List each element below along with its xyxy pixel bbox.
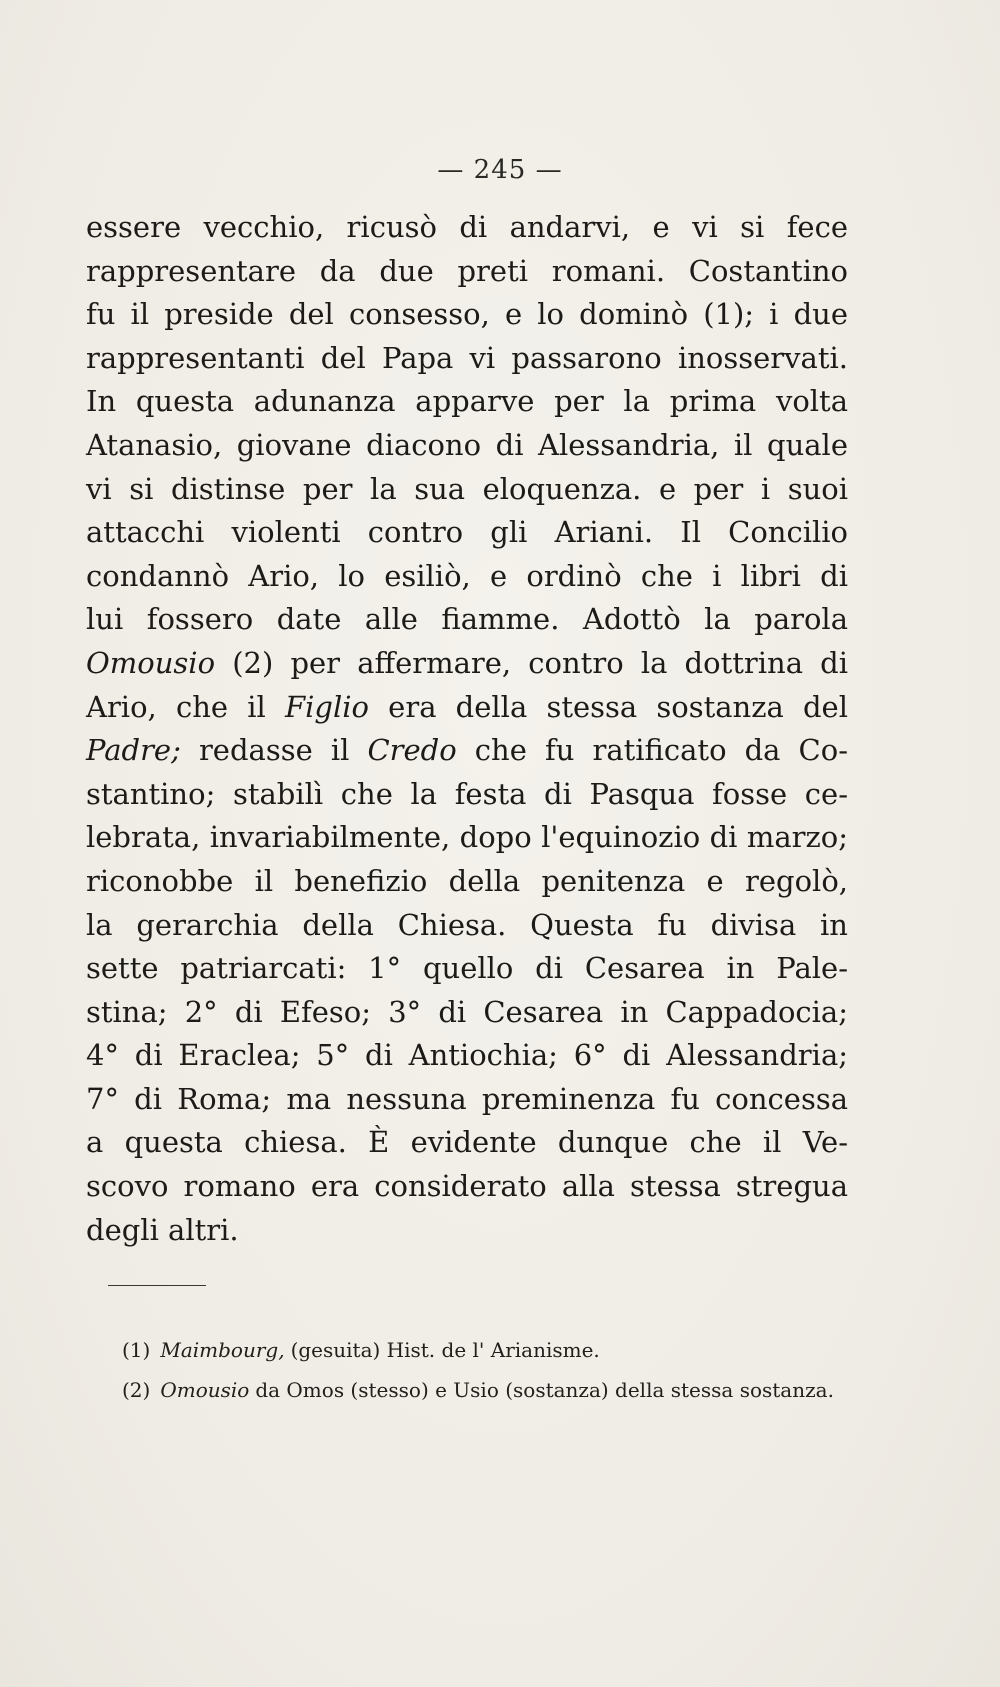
text-line: In questa adunanza apparve per la prima volta: [86, 384, 848, 419]
text-line: lebrata, invariabilmente, dopo l'equinozio di marzo;: [86, 820, 848, 855]
text-line: riconobbe il benefizio della penitenza e regolò,: [86, 863, 848, 898]
text-line: attacchi violenti contro gli Ariani. Il Concilio: [86, 515, 848, 550]
text-line: essere vecchio, ricusò di andarvi, e vi si fece: [86, 210, 848, 244]
italic-term: Omousio: [86, 645, 216, 680]
text-line: a questa chiesa. È evidente dunque che il Ve-: [86, 1125, 848, 1160]
footnote-author: Maimbourg,: [160, 1338, 285, 1362]
text-line: Ario, che il Figlio era della stessa sostanza del: [86, 689, 848, 724]
footnote-term: Omousio: [160, 1378, 250, 1402]
footnote-text: (gesuita) Hist. de l' Arianisme.: [290, 1338, 600, 1362]
text-line: Padre; redasse il Credo che fu ratificato da Co-: [86, 733, 848, 768]
footnote-text: da Omos (stesso) e Usio (sostanza) della stessa sostanza.: [255, 1378, 834, 1402]
text-line: 4° di Eraclea; 5° di Antiochia; 6° di Alessandria;: [86, 1038, 848, 1073]
text-line: rappresentanti del Papa vi passarono inosservati.: [86, 340, 848, 375]
text-line: rappresentare da due preti romani. Costantino: [86, 253, 848, 288]
text-line: Atanasio, giovane diacono di Alessandria, il quale: [86, 427, 848, 462]
footnote-divider: [108, 1285, 206, 1286]
body-text: [86, 206, 848, 1252]
text-line: sette patriarcati: 1° quello di Cesarea in Pale-: [86, 951, 848, 986]
text-line: 7° di Roma; ma nessuna preminenza fu concessa: [86, 1081, 848, 1116]
text-line: condannò Ario, lo esiliò, e ordinò che i libri di: [86, 558, 848, 593]
text-line: scovo romano era considerato alla stessa stregua: [86, 1169, 848, 1204]
text-line: la gerarchia della Chiesa. Questa fu divisa in: [86, 907, 848, 942]
text-line: fu il preside del consesso, e lo dominò (1); i due: [86, 297, 848, 332]
footnotes: [122, 1330, 862, 1410]
page-number: — 245 —: [437, 155, 563, 185]
italic-term: Credo: [367, 733, 457, 768]
italic-term: Figlio: [284, 689, 369, 724]
text-line: degli altri.: [86, 1212, 239, 1247]
text-line: vi si distinse per la sua eloquenza. e per i suoi: [86, 471, 848, 506]
footnote-number: (2): [122, 1378, 151, 1402]
text-line: stina; 2° di Efeso; 3° di Cesarea in Cappadocia;: [86, 994, 848, 1029]
text-line: Omousio (2) per affermare, contro la dottrina di: [86, 645, 848, 680]
footnote-number: (1): [122, 1338, 151, 1362]
italic-term: Padre;: [86, 733, 181, 768]
footnote: [122, 1370, 862, 1410]
text-line: stantino; stabilì che la festa di Pasqua fosse ce-: [86, 776, 848, 811]
footnote: [122, 1330, 862, 1370]
text-line: lui fossero date alle fiamme. Adottò la parola: [86, 602, 848, 637]
